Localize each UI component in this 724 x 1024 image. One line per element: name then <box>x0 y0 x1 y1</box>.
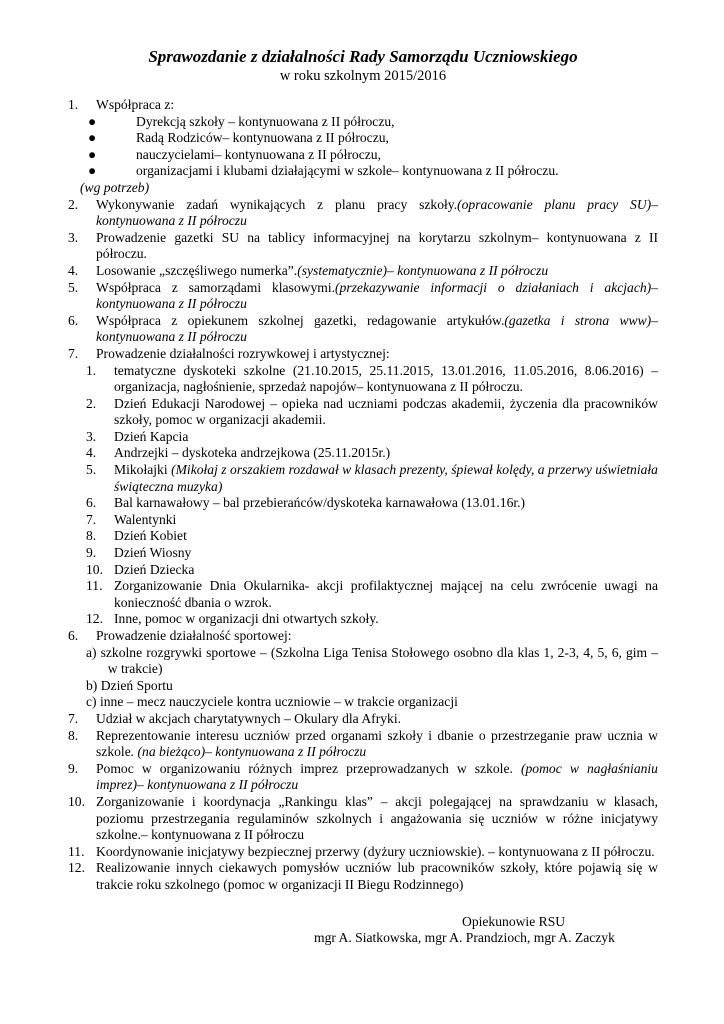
item-number: 3. <box>68 229 79 245</box>
sub-item-number: 7. <box>86 511 97 527</box>
sub-item <box>68 495 658 512</box>
sub-item-number: 1. <box>86 362 97 378</box>
sub-item <box>68 445 658 462</box>
list-item <box>68 197 658 230</box>
item-number: 11. <box>68 843 85 859</box>
item-number: 6. <box>68 628 79 643</box>
bullet-text: Dyrekcją szkoły – kontynuowana z II półroczu, <box>136 113 395 129</box>
sub-item-number: 4. <box>86 445 97 461</box>
sub-item-number: 3. <box>86 428 97 444</box>
signature-names: mgr A. Siatkowska, mgr A. Prandzioch, mgr A. Zaczyk <box>314 930 615 946</box>
sub-item-text: c) inne – mecz nauczyciele kontra uczniowie – w trakcie organizacji <box>86 694 458 710</box>
sub-item-text: Walentynki <box>114 511 177 527</box>
sub-item-number: 9. <box>86 545 97 561</box>
signature-block <box>68 914 658 947</box>
bullet-item <box>68 147 658 164</box>
item-number: 6. <box>68 312 79 328</box>
bullet-text: nauczycielami– kontynuowana z II półroczu, <box>136 146 381 162</box>
list-item <box>68 761 658 794</box>
list-item <box>68 97 658 114</box>
item-text: Udział w akcjach charytatywnych – Okulary dla Afryki. <box>96 710 401 726</box>
item-note: (wg potrzeb) <box>80 179 150 195</box>
sub-item <box>68 545 658 562</box>
sub-item-text: Dzień Edukacji Narodowej – opieka nad uczniami podczas akademii, życzenia dla pracowników szkoły, pomoc w organizacji akademii. <box>114 395 658 428</box>
sub-item-text: b) Dzień Sportu <box>86 677 173 693</box>
sub-item-number: 2. <box>86 395 97 411</box>
item-text: Prowadzenie gazetki SU na tablicy informacyjnej na korytarzu szkolnym– kontynuowana z II półroczu. <box>96 229 658 262</box>
item-note: (gazetka i strona www)– kontynuowana z II półroczu <box>96 312 658 345</box>
sub-item-text: Dzień Kobiet <box>114 528 187 544</box>
sub-item-text: Dzień Wiosny <box>114 545 192 561</box>
item-number: 8. <box>68 727 79 743</box>
item-text: Prowadzenie działalności rozrywkowej i artystycznej: <box>96 345 390 361</box>
item-note: . (na bieżąco)– kontynuowana z II półroczu <box>130 744 367 760</box>
sub-item-number: 12. <box>86 611 103 627</box>
sub-item-text: Inne, pomoc w organizacji dni otwartych szkoły. <box>114 611 379 627</box>
sub-item <box>68 694 658 711</box>
list-item <box>68 794 658 844</box>
item-note: (przekazywanie informacji o działaniach i akcjach)– kontynuowana z II półroczu <box>96 279 659 312</box>
sub-item <box>68 429 658 446</box>
document <box>68 47 658 947</box>
item-number: 4. <box>68 262 79 278</box>
item-text: Losowanie „szczęśliwego numerka”. <box>96 262 298 278</box>
sub-item-note: (Mikołaj z orszakiem rozdawał w klasach prezenty, śpiewał kolędy, a przerwy uświetniała świąteczna muzyka) <box>114 462 658 494</box>
list-item <box>68 313 658 346</box>
item-note: (opracowanie planu pracy SU)– kontynuowana z II półroczu <box>96 196 658 229</box>
item-number: 7. <box>68 345 79 361</box>
sub-item-number: 5. <box>86 462 97 478</box>
item-text: Reprezentowanie interesu uczniów przed organami szkoły i dbanie o przestrzeganie praw ucznia w szkole <box>96 727 658 760</box>
sub-item-number: 6. <box>86 495 97 511</box>
list-item <box>68 711 658 728</box>
list-item <box>68 628 658 645</box>
bullet-icon: ● <box>88 130 97 146</box>
item-note: (pomoc w nagłaśnianiu imprez)– kontynuowana z II półroczu <box>96 760 658 793</box>
sub-item-number: 10. <box>86 561 103 577</box>
bullet-icon: ● <box>88 146 97 162</box>
sub-item-number: 11. <box>86 578 103 594</box>
list-item <box>68 844 658 861</box>
bullet-item <box>68 163 658 180</box>
list-item <box>68 860 658 893</box>
item-text: Zorganizowanie i koordynacja „Rankingu klas” – akcji polegającej na sprawdzaniu w klasach, poziomu przestrzegania regulaminów szkolnych i angażowania się uczniów w różne inicjatywy szkolne.– kontynuowana z II półroczu <box>96 793 658 843</box>
sub-item <box>68 462 658 495</box>
list-item <box>68 346 658 363</box>
item-number: 10. <box>68 793 85 809</box>
sub-item <box>68 578 658 611</box>
bullet-text: organizacjami i klubami działającymi w szkole– kontynuowana z II półroczu. <box>136 163 559 179</box>
sub-item <box>68 678 658 695</box>
sub-item-text: Bal karnawałowy – bal przebierańców/dyskoteka karnawałowa (13.01.16r.) <box>114 495 526 511</box>
list-item <box>68 263 658 280</box>
sub-item-number: 8. <box>86 528 97 544</box>
list-item <box>68 728 658 761</box>
item-text: Prowadzenie działalność sportowej: <box>96 628 292 643</box>
sub-item-text: tematyczne dyskoteki szkolne (21.10.2015, 25.11.2015, 13.01.2016, 11.05.2016, 8.06.2016) – organizacja, nagłośnienie, sprzedaż napojów– kontynuowana z II półroczu. <box>114 362 658 395</box>
item-text: Koordynowanie inicjatywy bezpiecznej przerwy (dyżury uczniowskie). – kontynuowana z II półroczu. <box>96 843 655 859</box>
item-number: 1. <box>68 97 79 112</box>
bullet-icon: ● <box>88 113 97 129</box>
item-text: Pomoc w organizowaniu różnych imprez przeprowadzanych w szkole. <box>96 760 521 776</box>
bullet-item <box>68 114 658 131</box>
item-text: Realizowanie innych ciekawych pomysłów uczniów lub pracowników szkoły, które pojawią się w trakcie roku szkolnego (pomoc w organizacji II Biegu Rodzinnego) <box>96 860 658 892</box>
item-number: 12. <box>68 860 85 876</box>
list-item <box>68 230 658 263</box>
sub-item-text: Dzień Kapcia <box>114 428 189 444</box>
item-text: Współpraca z: <box>96 97 175 112</box>
bullet-item <box>68 130 658 147</box>
sub-item <box>68 645 658 678</box>
item-number: 2. <box>68 196 79 212</box>
item-text: Współpraca z opiekunem szkolnej gazetki, redagowanie artykułów. <box>96 312 505 328</box>
sub-item <box>68 562 658 579</box>
bullet-text: Radą Rodziców– kontynuowana z II półroczu, <box>136 130 389 146</box>
signature-title: Opiekunowie RSU <box>462 913 566 929</box>
list-item <box>68 280 658 313</box>
sub-item-text: Andrzejki – dyskoteka andrzejkowa (25.11.2015r.) <box>114 445 391 461</box>
item-text: Wykonywanie zadań wynikających z planu pracy szkoły. <box>96 196 458 212</box>
item-number: 5. <box>68 279 79 295</box>
item-number: 7. <box>68 710 79 726</box>
sub-item <box>68 396 658 429</box>
sub-item <box>68 611 658 628</box>
sub-item <box>68 363 658 396</box>
item-number: 9. <box>68 760 79 776</box>
sub-item-text: a) szkolne rozgrywki sportowe – (Szkolna Liga Tenisa Stołowego osobno dla klas 1, 2-3, 4, 5, 6, gim – w trakcie) <box>86 644 658 677</box>
sub-item-text: Mikołajki <box>114 462 172 478</box>
sub-item <box>68 512 658 529</box>
item-note: (systematycznie)– kontynuowana z II półroczu <box>297 262 549 278</box>
item-text: Współpraca z samorządami klasowymi. <box>96 279 335 295</box>
document-title: Sprawozdanie z działalności Rady Samorządu Uczniowskiego <box>148 47 578 66</box>
document-subtitle: w roku szkolnym 2015/2016 <box>279 68 447 84</box>
sub-item-text: Zorganizowanie Dnia Okularnika- akcji profilaktycznej mającej na celu zwrócenie uwagi na konieczność dbania o wzrok. <box>114 578 658 610</box>
sub-item <box>68 528 658 545</box>
bullet-icon: ● <box>88 163 97 179</box>
sub-item-text: Dzień Dziecka <box>114 561 195 577</box>
